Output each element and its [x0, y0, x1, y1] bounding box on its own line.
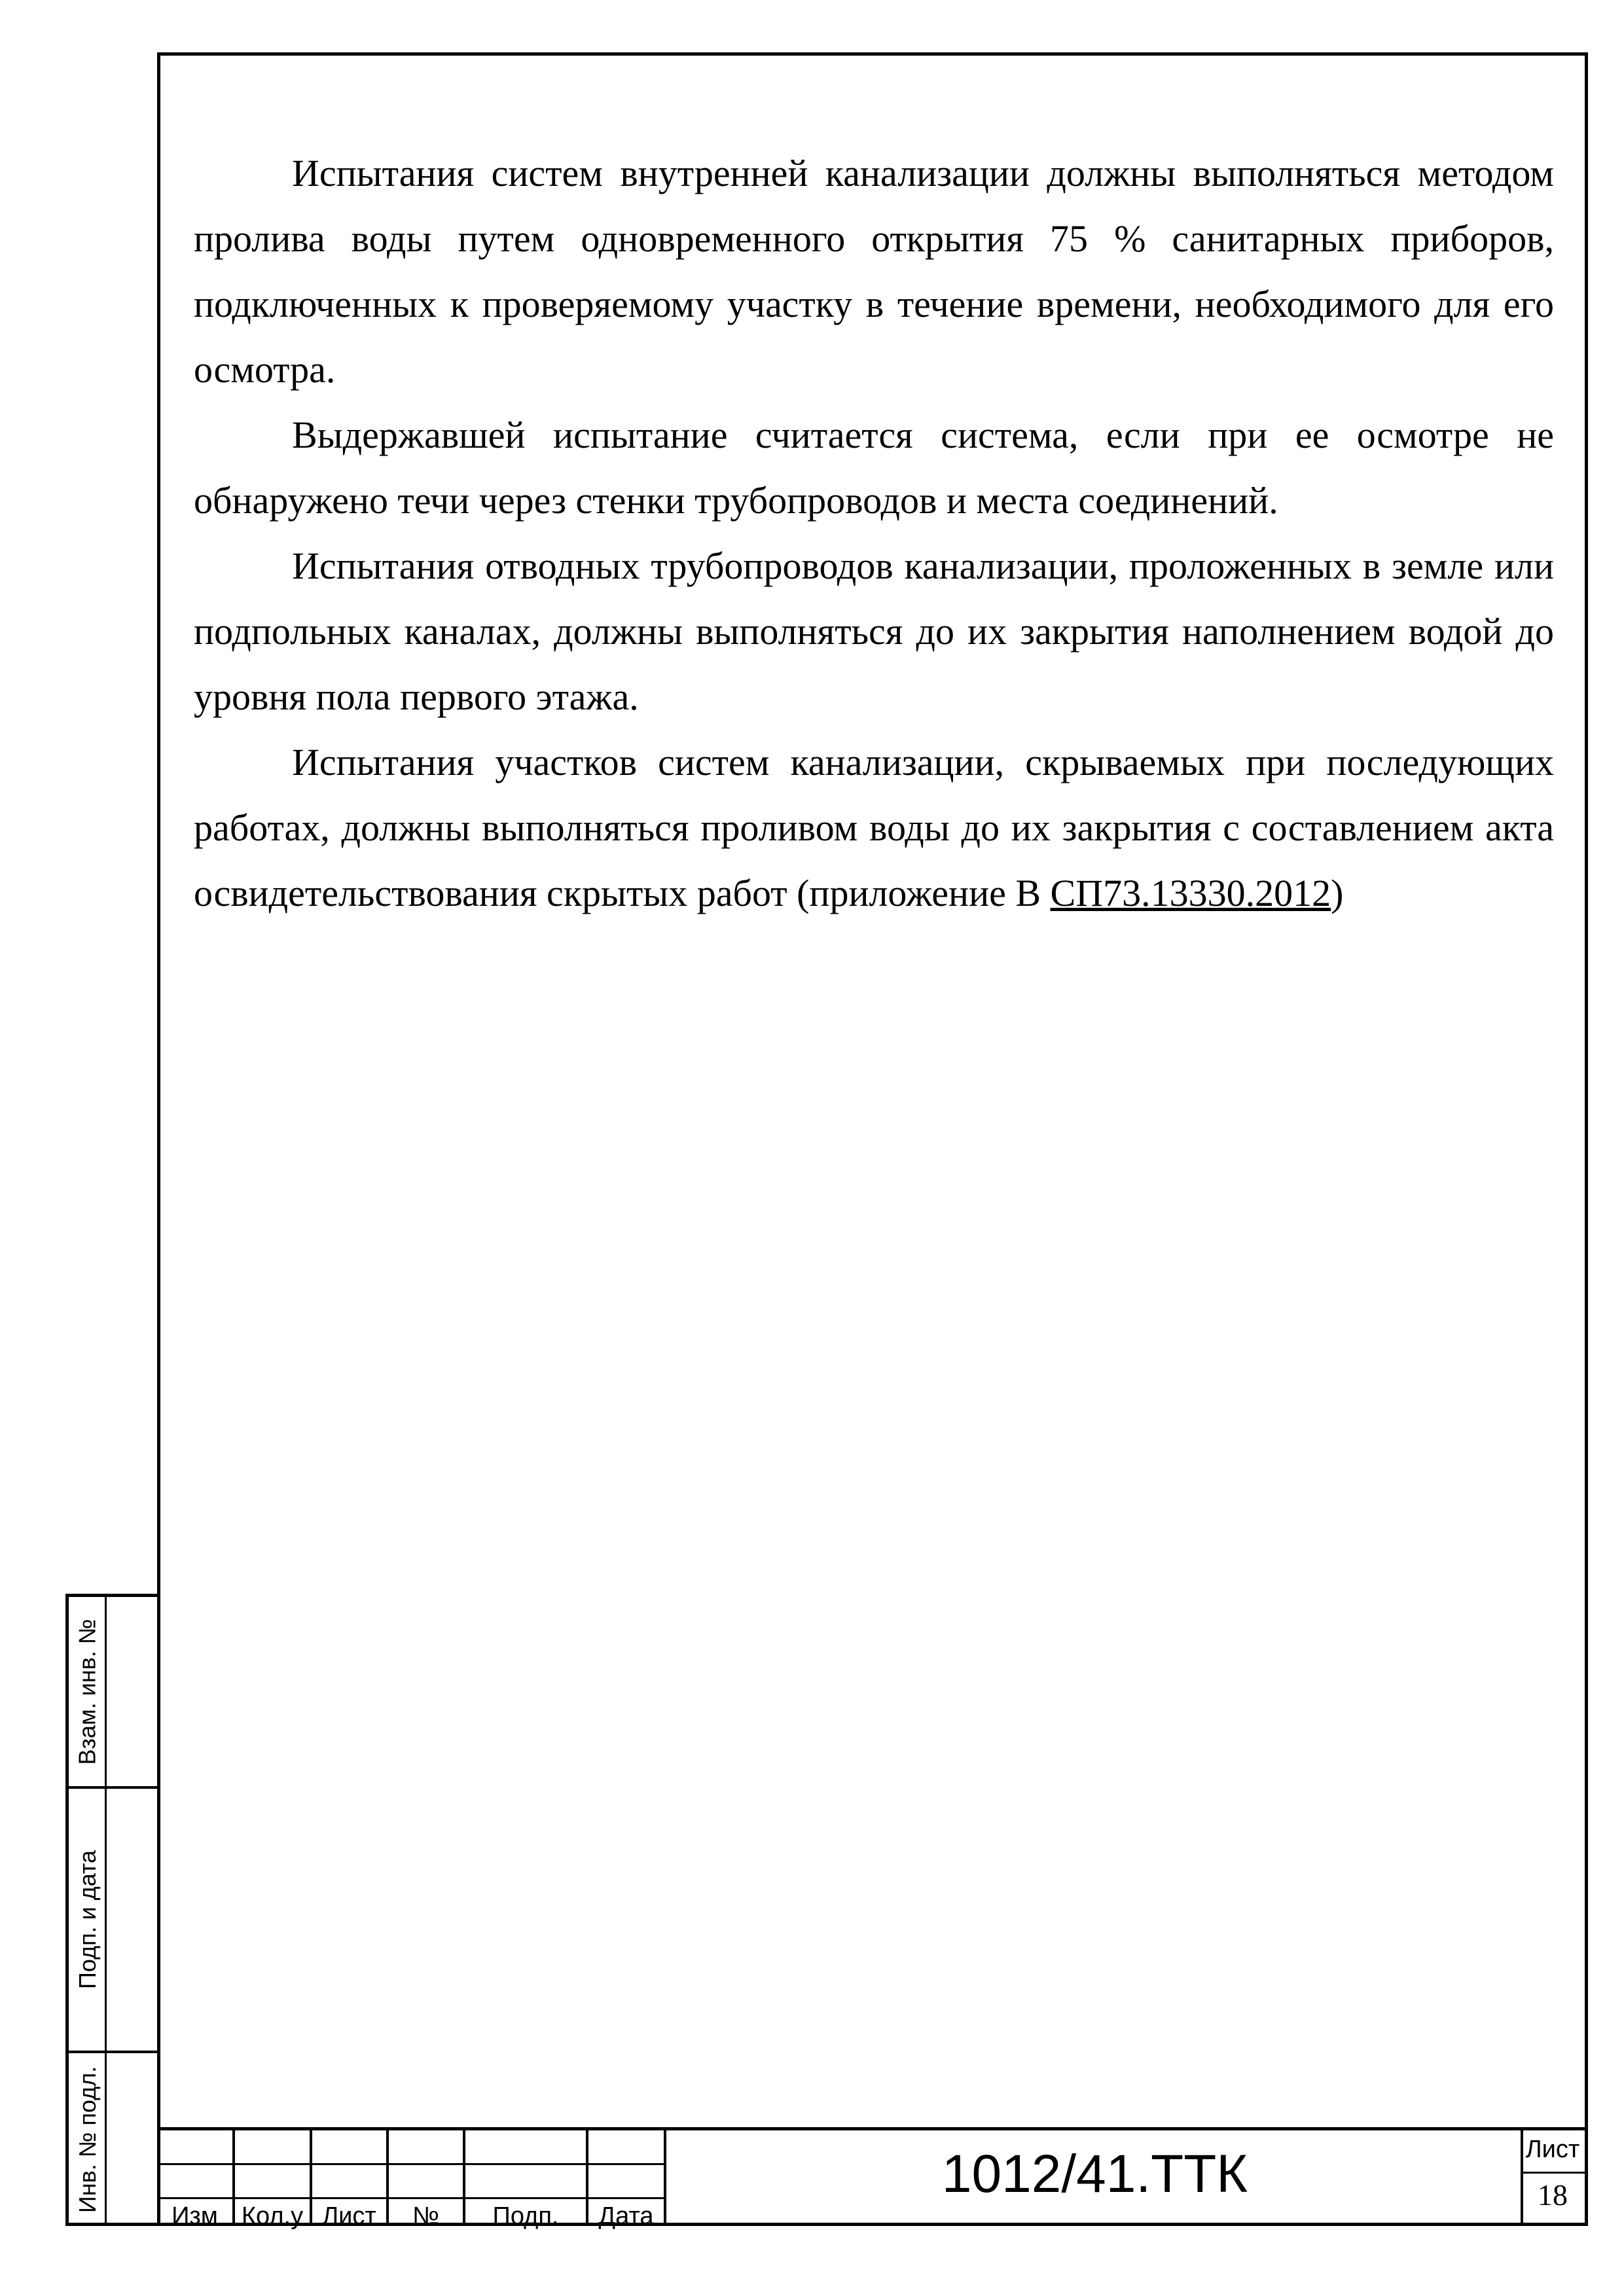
- podp-data-cell: [71, 1789, 105, 2051]
- inv-podl-cell: [71, 2053, 105, 2226]
- side-stamp-strip: [65, 1594, 157, 2226]
- col-izm-label: Изм: [171, 2202, 218, 2230]
- paragraph-4-end: ): [1331, 872, 1344, 914]
- side-strip-divider: [105, 1597, 107, 2223]
- vzam-inv-label: Взам. инв. №: [74, 1618, 101, 1765]
- title-block: [157, 2127, 1588, 2230]
- vzam-inv-cell: [71, 1597, 105, 1786]
- title-block-row-line: [1521, 2172, 1588, 2174]
- col-no-label: №: [412, 2202, 439, 2230]
- paragraph-1: Испытания систем внутренней канализации должны выполняться методом пролива воды путем одновременного открытия 75 % санитарных приборов, подключенных к проверяемому участку в течение времени, необходимого для его осмотра.: [194, 152, 1554, 391]
- title-block-row-line: [157, 2197, 665, 2199]
- sheet-number: 18: [1538, 2178, 1568, 2212]
- col-data-label: Дата: [598, 2202, 654, 2230]
- paragraph-4-text: Испытания участков систем канализации, скрываемых при последующих работах, должны выполняться проливом воды до их закрытия с составлением акта освидетельствования скрытых работ (приложение В: [194, 741, 1554, 914]
- paragraph-4: [194, 730, 1554, 926]
- paragraph-3: Испытания отводных трубопроводов канализации, проложенных в земле или подпольных каналах, должны выполняться до их закрытия наполнением водой до уровня пола первого этажа.: [194, 545, 1554, 718]
- paragraph-2: Выдержавшей испытание считается система, если при ее осмотре не обнаружено течи через стенки трубопроводов и места соединений.: [194, 414, 1554, 522]
- inv-podl-label: Инв. № подл.: [74, 2066, 101, 2214]
- sheet-label: Лист: [1525, 2136, 1580, 2163]
- col-list-label: Лист: [322, 2202, 376, 2230]
- col-kol-label: Кол.у: [241, 2202, 304, 2230]
- col-podp-label: Подп.: [492, 2202, 559, 2230]
- podp-data-label: Подп. и дата: [74, 1850, 101, 1990]
- document-code: 1012/41.ТТК: [941, 2144, 1248, 2204]
- title-block-column-line: [664, 2130, 666, 2226]
- standard-reference-link[interactable]: СП73.13330.2012: [1050, 872, 1331, 914]
- document-body: [194, 141, 1554, 926]
- title-block-row-line: [157, 2163, 665, 2165]
